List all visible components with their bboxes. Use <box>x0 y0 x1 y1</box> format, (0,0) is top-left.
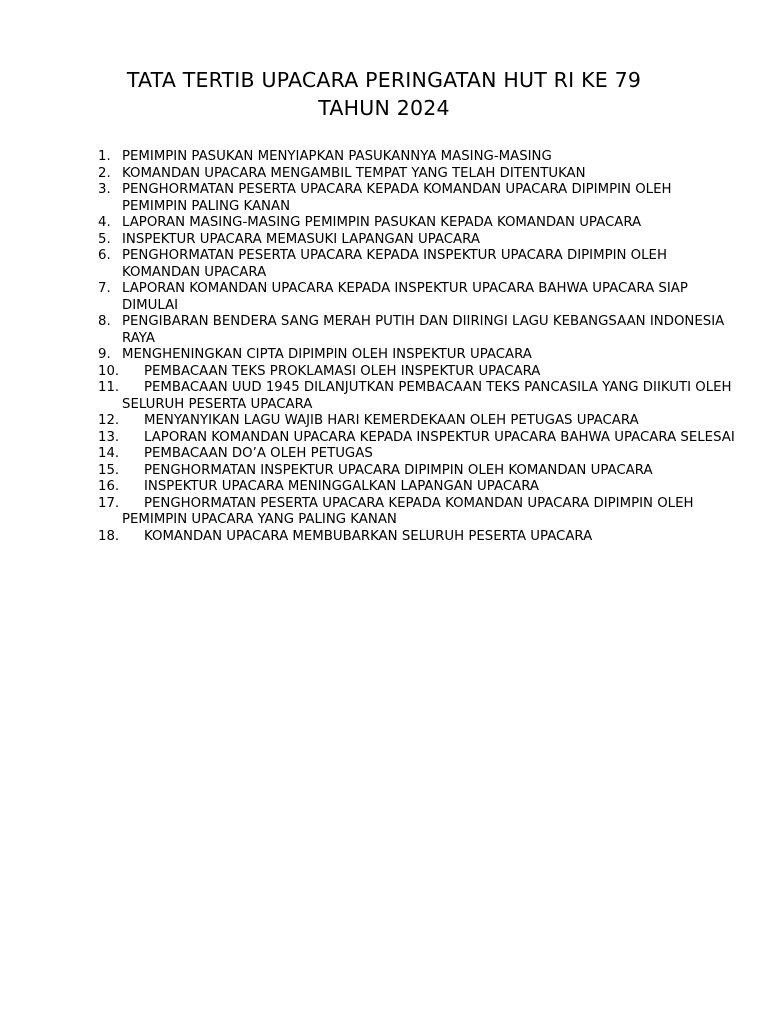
item-number: 15. <box>98 462 120 478</box>
list-item <box>98 430 738 447</box>
item-number: 17. <box>98 495 120 511</box>
item-number: 4. <box>98 215 111 230</box>
title-line-2: TAHUN 2024 <box>318 96 450 120</box>
list-item <box>98 166 738 183</box>
item-number: 12. <box>98 413 120 428</box>
item-text: MENGHENINGKAN CIPTA DIPIMPIN OLEH INSPEKTUR UPACARA <box>122 347 532 362</box>
item-number: 13. <box>98 429 120 445</box>
list-item <box>98 413 738 430</box>
item-text: INSPEKTUR UPACARA MEMASUKI LAPANGAN UPACARA <box>122 231 480 247</box>
list-item <box>98 463 738 480</box>
item-text: PENGHORMATAN INSPEKTUR UPACARA DIPIMPIN OLEH KOMANDAN UPACARA <box>144 462 653 478</box>
item-number: 5. <box>98 231 111 247</box>
item-number: 9. <box>98 347 111 362</box>
item-number: 14. <box>98 446 120 461</box>
item-text: KOMANDAN UPACARA MENGAMBIL TEMPAT YANG TELAH DITENTUKAN <box>122 165 586 181</box>
list-item <box>98 232 738 249</box>
item-text: PEMBACAAN TEKS PROKLAMASI OLEH INSPEKTUR UPACARA <box>144 363 541 379</box>
item-number: 16. <box>98 479 120 494</box>
agenda-list <box>98 149 738 545</box>
item-text: KOMANDAN UPACARA MEMBUBARKAN SELURUH PESERTA UPACARA <box>144 528 593 544</box>
item-number: 18. <box>98 528 120 544</box>
item-number: 7. <box>98 281 111 296</box>
list-item <box>98 529 738 546</box>
item-text: PENGHORMATAN PESERTA UPACARA KEPADA KOMANDAN UPACARA DIPIMPIN OLEH PEMIMPIN UPACARA YANG PALING KANAN <box>122 495 694 527</box>
list-item <box>98 281 738 314</box>
document-title <box>40 66 728 122</box>
list-item <box>98 380 738 413</box>
item-text: LAPORAN KOMANDAN UPACARA KEPADA INSPEKTUR UPACARA BAHWA UPACARA SIAP DIMULAI <box>122 281 688 313</box>
item-number: 11. <box>98 380 120 395</box>
item-text: PEMBACAAN DO’A OLEH PETUGAS <box>144 446 373 461</box>
list-item <box>98 248 738 281</box>
list-item <box>98 496 738 529</box>
list-item <box>98 446 738 463</box>
item-text: PENGHORMATAN PESERTA UPACARA KEPADA INSPEKTUR UPACARA DIPIMPIN OLEH KOMANDAN UPACARA <box>122 248 667 280</box>
list-item <box>98 347 738 364</box>
list-item <box>98 149 738 166</box>
item-number: 3. <box>98 182 111 197</box>
item-number: 2. <box>98 165 111 181</box>
list-item <box>98 479 738 496</box>
item-number: 1. <box>98 149 111 164</box>
item-text: MENYANYIKAN LAGU WAJIB HARI KEMERDEKAAN OLEH PETUGAS UPACARA <box>144 413 639 428</box>
item-text: LAPORAN KOMANDAN UPACARA KEPADA INSPEKTUR UPACARA BAHWA UPACARA SELESAI <box>144 429 735 445</box>
list-item <box>98 215 738 232</box>
item-text: PEMBACAAN UUD 1945 DILANJUTKAN PEMBACAAN TEKS PANCASILA YANG DIIKUTI OLEH SELURUH PESERTA UPACARA <box>122 380 732 412</box>
title-line-1: TATA TERTIB UPACARA PERINGATAN HUT RI KE 79 <box>126 68 642 92</box>
item-number: 8. <box>98 314 111 329</box>
item-number: 10. <box>98 363 120 379</box>
item-text: PEMIMPIN PASUKAN MENYIAPKAN PASUKANNYA MASING-MASING <box>122 149 552 164</box>
list-item <box>98 314 738 347</box>
item-text: PENGHORMATAN PESERTA UPACARA KEPADA KOMANDAN UPACARA DIPIMPIN OLEH PEMIMPIN PALING KANAN <box>122 182 672 214</box>
item-text: PENGIBARAN BENDERA SANG MERAH PUTIH DAN DIIRINGI LAGU KEBANGSAAN INDONESIA RAYA <box>122 314 725 346</box>
list-item <box>98 182 738 215</box>
list-item <box>98 364 738 381</box>
item-text: LAPORAN MASING-MASING PEMIMPIN PASUKAN KEPADA KOMANDAN UPACARA <box>122 215 642 230</box>
item-text: INSPEKTUR UPACARA MENINGGALKAN LAPANGAN UPACARA <box>144 479 539 494</box>
item-number: 6. <box>98 248 111 263</box>
